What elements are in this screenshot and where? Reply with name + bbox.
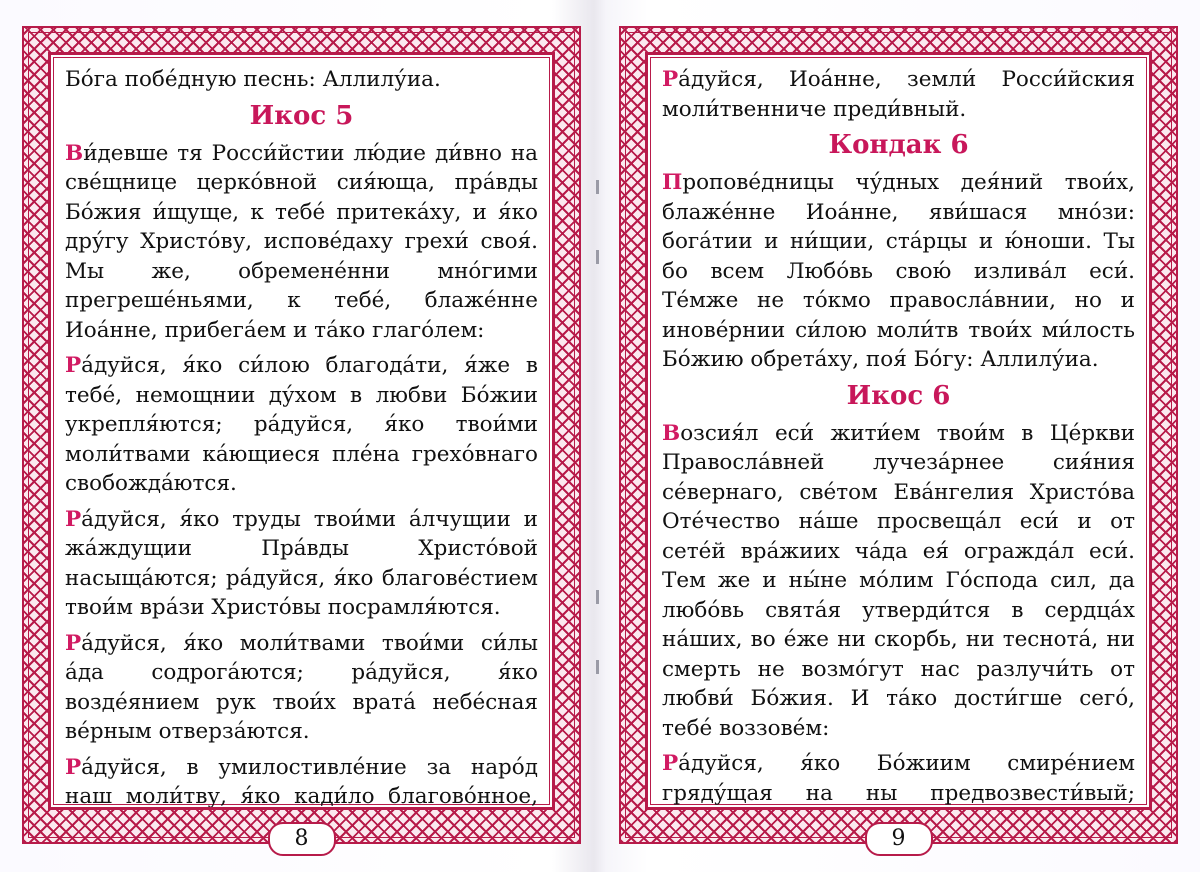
left-page <box>14 12 589 860</box>
paragraph-text: а́дуйся, я́ко си́лою благода́ти, я́же в тебе́, немощнии ду́хом в любви Бо́жии укрепля́ются; ра́дуйся, я́ко твои́ми моли́твами ка́ющиеся пле́на грехо́внаго свобожда́ются. <box>65 353 538 496</box>
drop-letter: Р <box>65 506 82 532</box>
paragraph <box>662 168 1135 375</box>
intro-line <box>662 65 1135 124</box>
intro-text: а́дуйся, Иоа́нне, земли́ Росси́йския моли́твенниче преди́вный. <box>662 67 1135 122</box>
left-text-block <box>48 52 555 810</box>
right-text-block <box>645 52 1152 810</box>
binding-staple <box>596 180 599 194</box>
binding-staple <box>596 250 599 264</box>
drop-letter: Р <box>662 751 679 776</box>
binding-staple <box>596 590 599 604</box>
paragraph <box>65 629 538 747</box>
paragraph <box>662 749 1135 810</box>
paragraph <box>65 505 538 623</box>
right-page <box>611 12 1186 860</box>
paragraph <box>65 753 538 811</box>
drop-letter: В <box>662 420 681 446</box>
drop-letter: П <box>662 170 683 195</box>
page-number: 9 <box>865 822 933 856</box>
paragraph-text: озсия́л еси́ жити́ем твои́м в Це́ркви Правосла́вней лучеза́рнее сия́ния се́вернаго, све́том Ева́нгелия Христо́ва Оте́чество на́ше просвеща́л еси́ и от сете́й вра́жиих ча́да ея́ огражда́л еси́. Тем же и ны́не мо́лим Го́спода сил, да любо́вь свята́я утверди́тся в сердца́х на́ших, во е́же ни скорбь, ни теснота́, ни смерть не возмо́гут нас разлучи́ть от любви́ Бо́жия. И та́ко дости́гше сего́, тебе́ воззове́м: <box>662 420 1135 741</box>
paragraph-text: а́дуйся, в умилостивле́ние за наро́д наш моли́тву, я́ко кади́ло благово́нное, <box>65 754 538 809</box>
intro-line: Бо́га побе́дную песнь: Аллилу́иа. <box>65 67 441 92</box>
page-number: 8 <box>268 822 336 856</box>
binding-staple <box>596 660 599 674</box>
section-heading: Икос 5 <box>249 100 354 131</box>
drop-letter: Р <box>662 67 679 92</box>
paragraph <box>65 139 538 346</box>
paragraph-text: а́дуйся, я́ко моли́твами твои́ми си́лы а́да содрога́ются; ра́дуйся, я́ко возде́янием рук твои́х врата́ небе́сная ве́рным отверза́ются. <box>65 630 538 744</box>
paragraph <box>65 351 538 499</box>
paragraph <box>662 419 1135 744</box>
section-heading: Икос 6 <box>846 380 951 411</box>
drop-letter: Р <box>65 754 82 780</box>
drop-letter: В <box>65 140 84 166</box>
paragraph-text: ропове́дницы чу́дных дея́ний твои́х, блаже́нне Иоа́нне, яви́шася мно́зи: бога́тии и ни́щии, ста́рцы и ю́ноши. Ты бо всем Любо́вь свою́ излива́л еси́. Те́мже не то́кмо правосла́внии, но и инове́рнии си́лою моли́тв твои́х ми́лость Бо́жию обрета́ху, поя́ Бо́гу: Аллилу́иа. <box>662 170 1135 372</box>
paragraph-text: а́дуйся, я́ко труды твои́ми а́лчущии и жа́ждущии Пра́вды Христо́вой насыща́ются; ра́дуйся, я́ко благове́стием твои́м вра́зи Христо́вы посрамля́ются. <box>65 506 538 620</box>
paragraph-text: а́дуйся, я́ко Бо́жиим смире́нием гряду́щая на ны предвозвести́вый; <box>662 751 1135 806</box>
drop-letter: Р <box>65 630 82 656</box>
drop-letter: Р <box>65 353 82 378</box>
paragraph-text: и́девше тя Росси́йстии лю́дие ди́вно на све́щнице церко́вной сия́юща, пра́вды Бо́жия и́щуще, к тебе́ притека́ху, и я́ко дру́гу Христо́ву, испове́даху грехи́ своя́. Мы же, обремене́нни мно́гими прегреше́ньями, к тебе́, блаже́нне Иоа́нне, прибега́ем и та́ко глаго́лем: <box>65 140 538 343</box>
section-heading: Кондак 6 <box>828 130 969 160</box>
